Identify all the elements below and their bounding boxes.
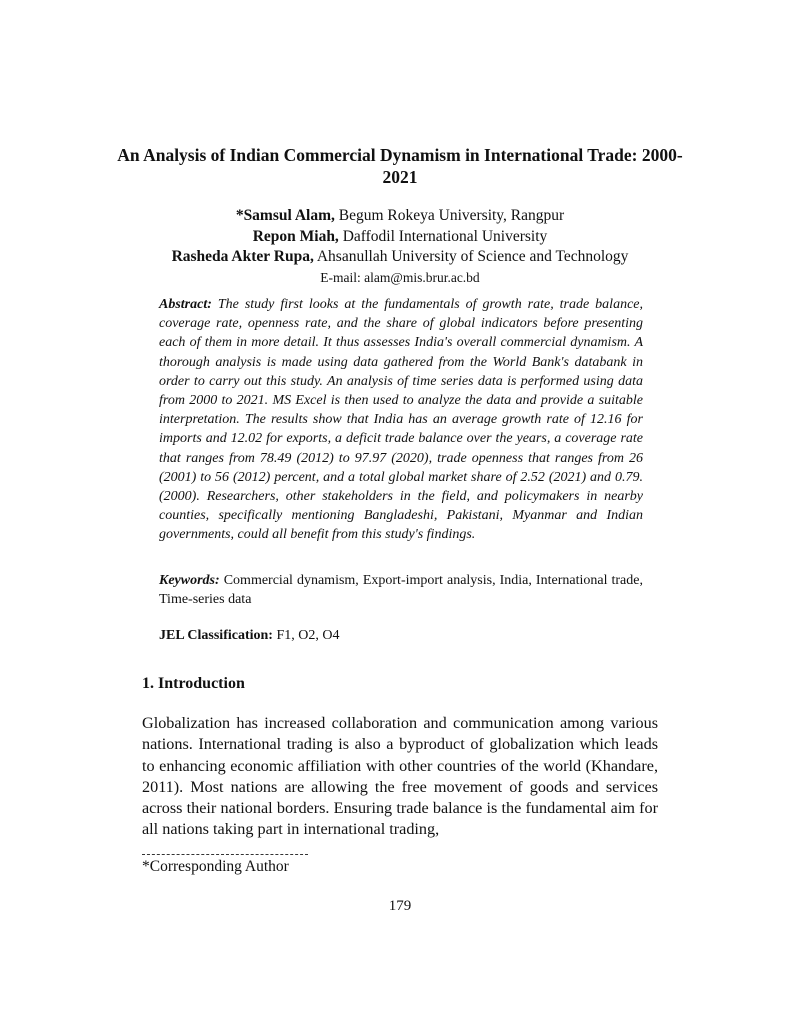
author-name: *Samsul Alam, — [235, 207, 335, 224]
keywords — [159, 571, 643, 609]
author-block — [100, 206, 700, 288]
abstract-label: Abstract: — [159, 297, 212, 312]
author-line — [100, 227, 700, 248]
jel-label: JEL Classification: — [159, 628, 273, 643]
footnote: *Corresponding Author — [142, 858, 289, 875]
keywords-text: Commercial dynamism, Export-import analysis, India, International trade, Time-series data — [159, 573, 643, 608]
paper-title: An Analysis of Indian Commercial Dynamism in International Trade: 2000-2021 — [117, 145, 683, 187]
author-affiliation: Daffodil International University — [338, 227, 548, 245]
author-name: Repon Miah, — [252, 227, 339, 245]
author-affiliation: Begum Rokeya University, Rangpur — [334, 207, 565, 224]
author-line — [100, 247, 700, 268]
author-name: Rasheda Akter Rupa, — [171, 248, 314, 265]
author-line — [100, 206, 700, 227]
author-affiliation: Ahsanullah University of Science and Technology — [313, 248, 629, 265]
author-email: E-mail: alam@mis.brur.ac.bd — [320, 269, 480, 285]
keywords-label: Keywords: — [159, 573, 220, 588]
jel-classification — [159, 626, 643, 645]
abstract — [159, 295, 643, 545]
jel-codes: F1, O2, O4 — [272, 628, 340, 643]
introduction-paragraph: Globalization has increased collaboration and communication among various nations. International trading is also a byproduct of globalization which leads to enhancing economic affiliation with other countries of the world (Khandare, 2011). Most nations are allowing the free movement of goods and services across their national borders. Ensuring trade balance is the fundamental aim for all nations taking part in international trading, — [142, 714, 658, 839]
page-number: 179 — [388, 898, 412, 914]
footnote-divider — [142, 854, 308, 855]
section-heading: 1. Introduction — [142, 675, 245, 692]
abstract-text: The study first looks at the fundamentals of growth rate, trade balance, coverage rate, openness rate, and the share of global indicators before presenting each of them in more detail. It thus assesses India's overall commercial dynamism. A thorough analysis is made using data gathered from the World Bank's databank in order to carry out this study. An analysis of time series data is performed using data from 2000 to 2021. MS Excel is then used to analyze the data and provide a suitable interpretation. The results show that India has an average growth rate of 12.16 for imports and 12.02 for exports, a deficit trade balance over the years, a coverage rate that ranges from 78.49 (2012) to 97.97 (2020), trade openness that ranges from 26 (2001) to 56 (2012) percent, and a total global market share of 2.52 (2021) and 0.79. (2000). Researchers, other stakeholders in the field, and policymakers in nearby counties, specifically mentioning Bangladeshi, Pakistani, Myanmar and Indian governments, could all benefit from this study's findings. — [159, 297, 643, 543]
